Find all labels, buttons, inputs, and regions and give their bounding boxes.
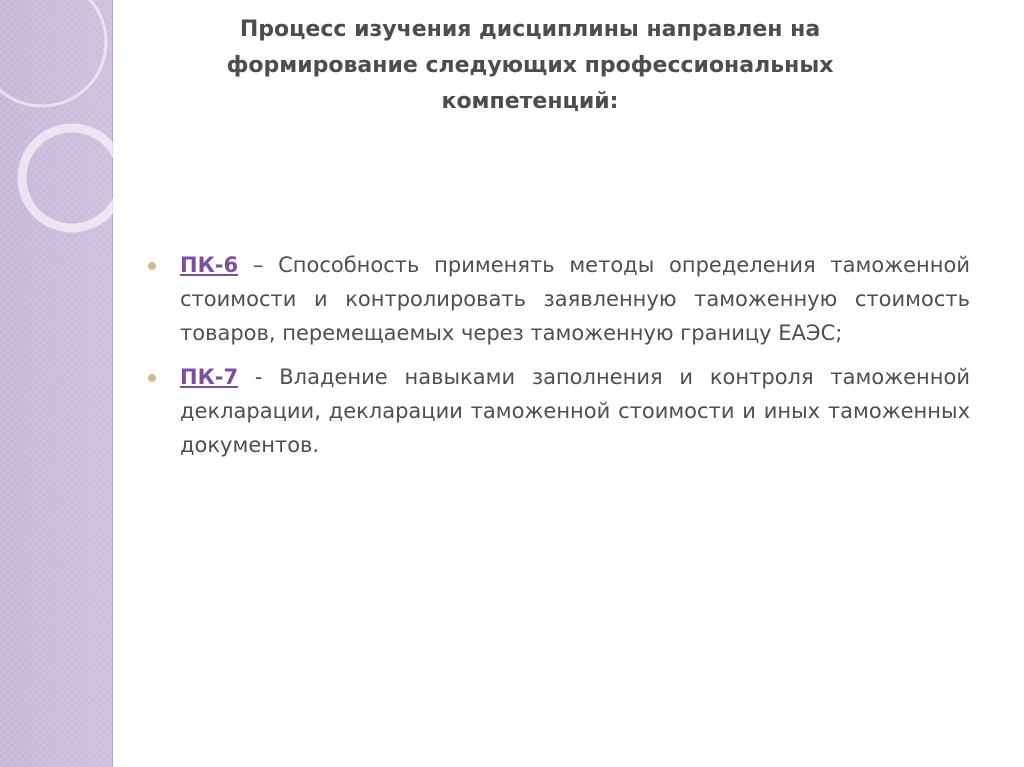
competency-code-pk7[interactable]: ПК-7 xyxy=(180,365,239,389)
decorative-circle-ring xyxy=(22,128,122,228)
competency-item-pk7 xyxy=(148,360,970,462)
competency-item-pk6 xyxy=(148,248,970,350)
competency-text-pk6 xyxy=(180,248,970,350)
competency-description-pk6: Способность применять методы определения таможенной стоимости и контролировать заявленную таможенную стоимость товаров, перемещаемых через таможенную границу ЕАЭС; xyxy=(180,253,970,345)
decorative-circle-large xyxy=(0,0,106,106)
bullet-icon xyxy=(148,374,156,382)
decorative-circles xyxy=(0,0,130,260)
competency-text-pk7 xyxy=(180,360,970,462)
competency-separator: – xyxy=(238,253,279,277)
slide-title-line-2: формирование следующих профессиональных xyxy=(226,53,834,78)
bullet-icon xyxy=(148,262,156,270)
competency-code-pk6[interactable]: ПК-6 xyxy=(180,253,239,277)
slide-title-line-1: Процесс изучения дисциплины направлен на xyxy=(239,17,821,42)
slide-title-line-3: компетенций: xyxy=(441,89,619,114)
slide-title xyxy=(160,12,900,120)
competency-separator: - xyxy=(238,365,280,389)
competency-description-pk7: Владение навыками заполнения и контроля таможенной декларации, декларации таможенной стоимости и иных таможенных документов. xyxy=(180,365,970,457)
competency-list xyxy=(148,248,970,472)
